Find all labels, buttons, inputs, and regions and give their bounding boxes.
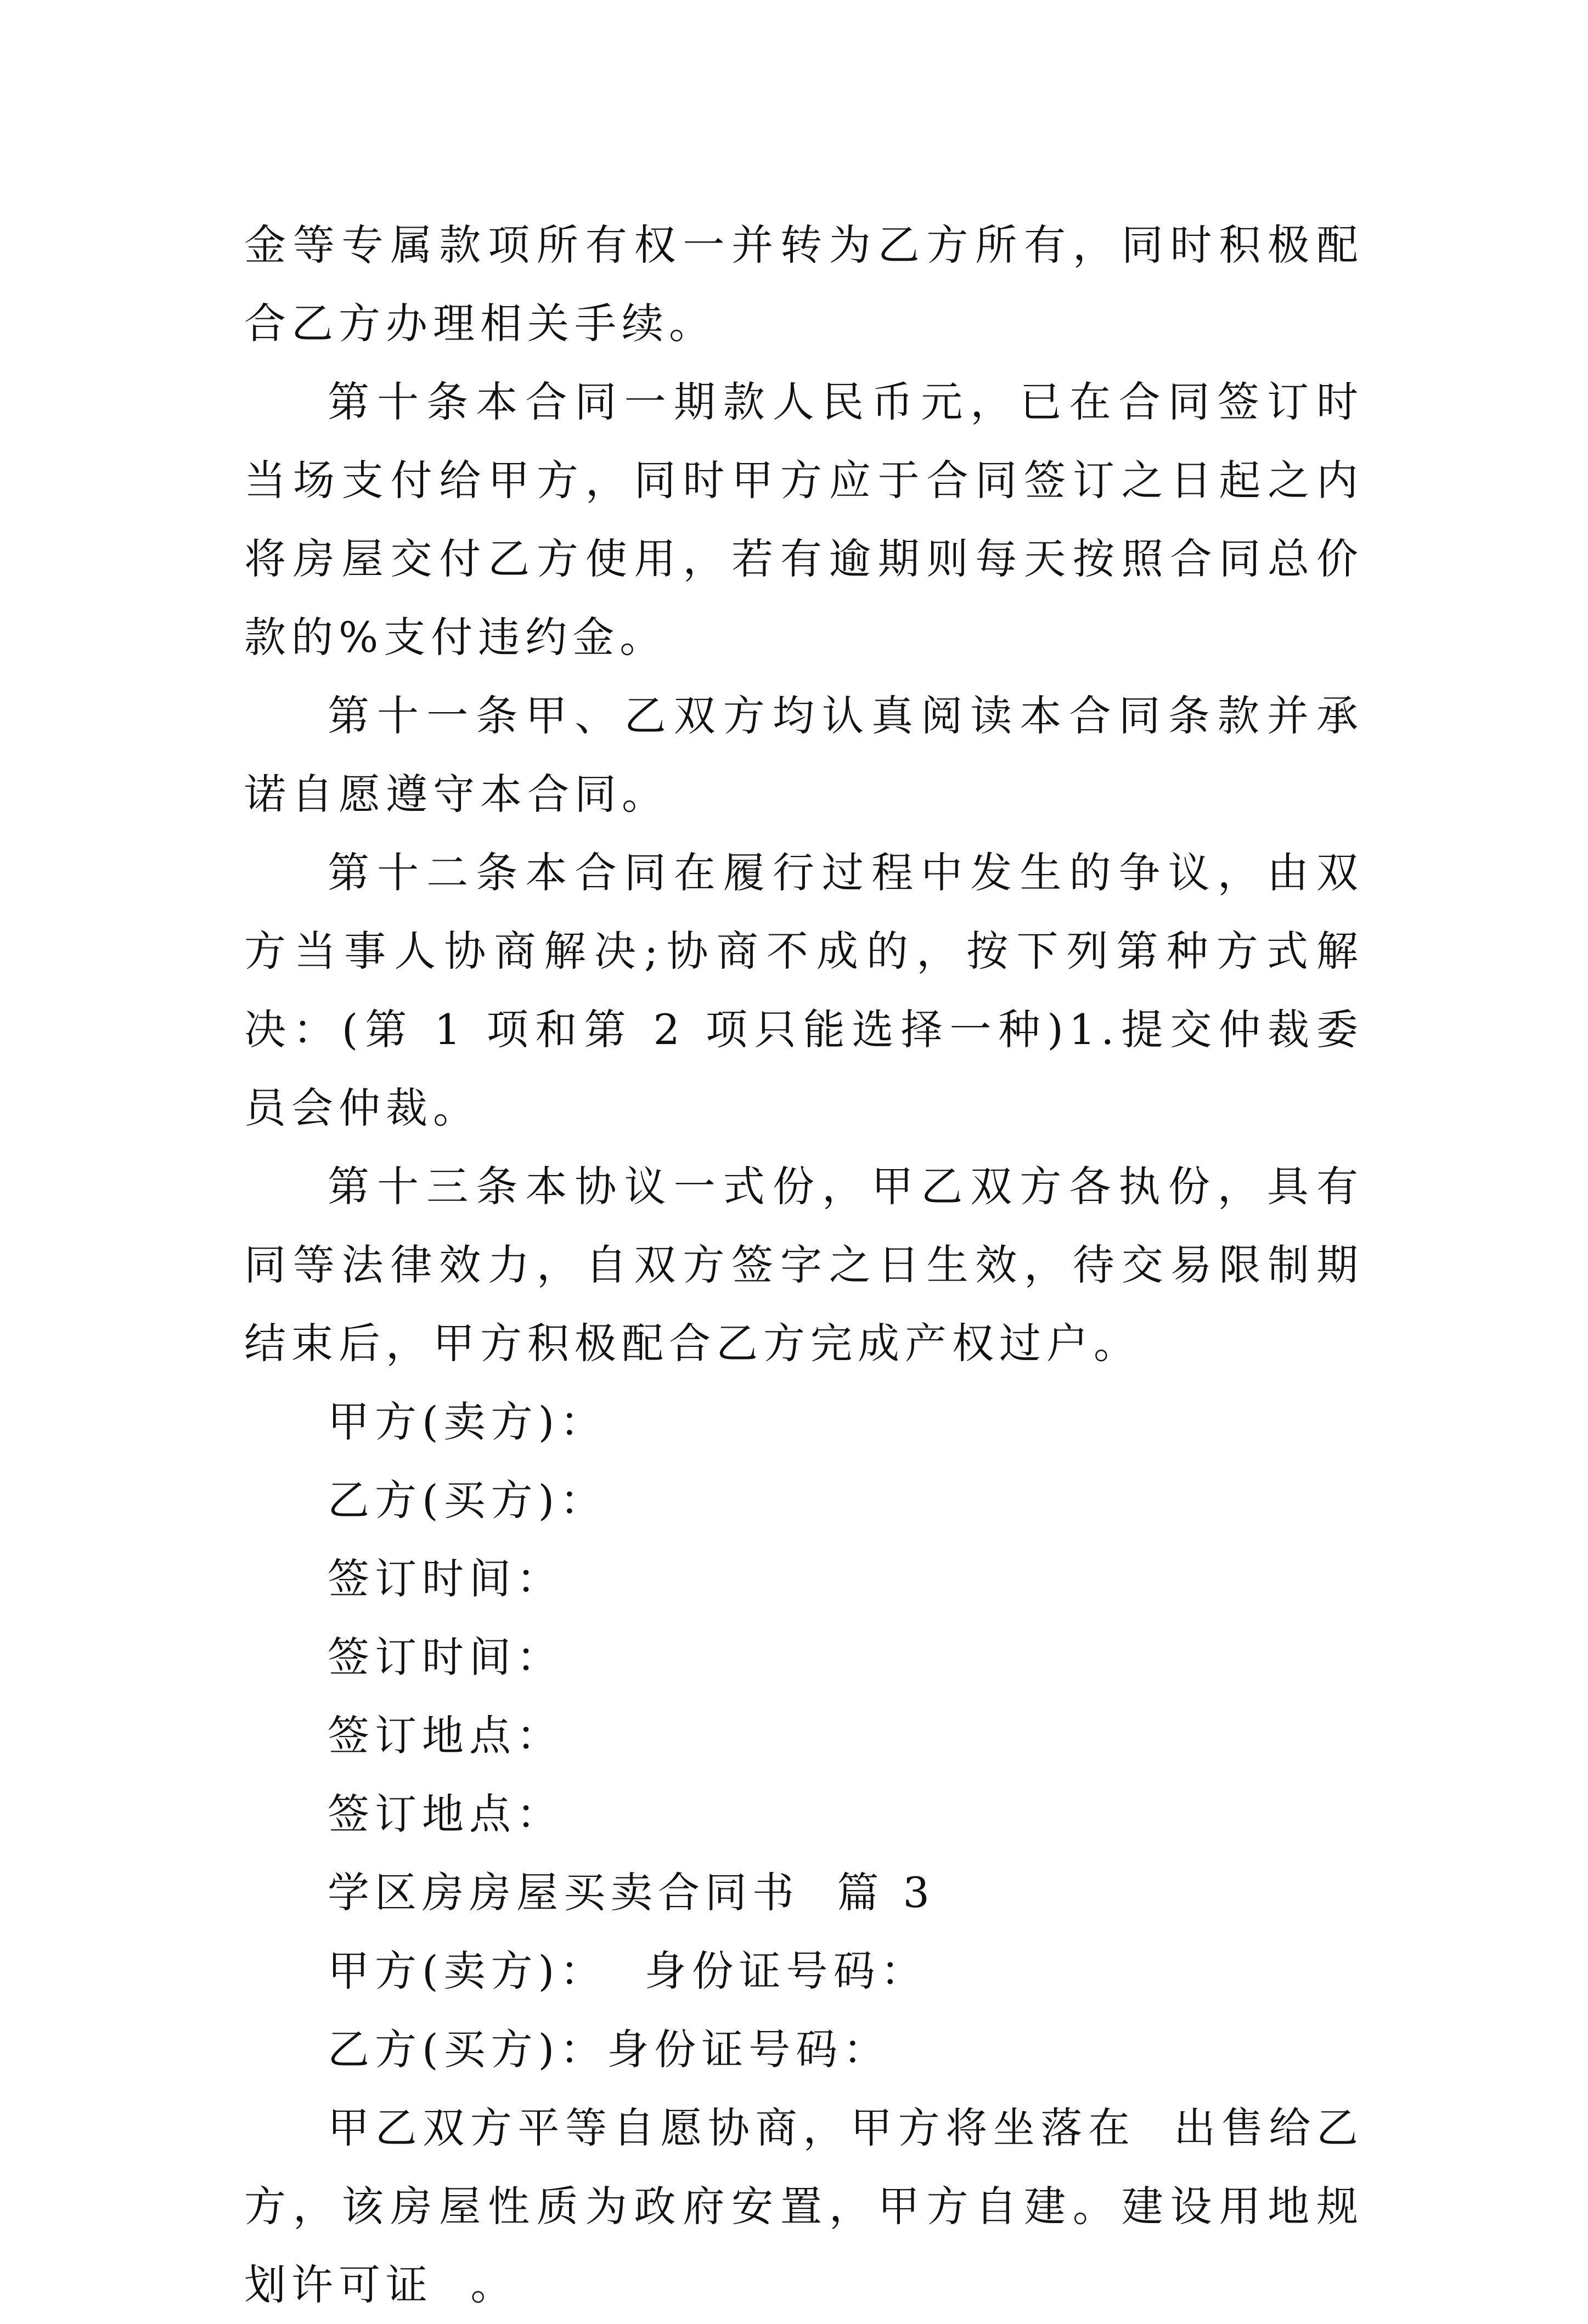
paragraph-article-11: 第十一条甲、乙双方均认真阅读本合同条款并承诺自愿遵守本合同。 [244,691,1364,819]
signature-place-second: 签订地点： [328,1790,564,1838]
paragraph-article-13: 第十三条本协议一式份，甲乙双方各执份，具有同等法律效力，自双方签字之日生效，待交易限制期结束后，甲方积极配合乙方完成产权过户。 [244,1162,1364,1368]
signature-party-a: 甲方(卖方)： [328,1397,607,1446]
section-title: 学区房房屋买卖合同书 篇 3 [328,1868,935,1917]
paragraph-article-10: 第十条本合同一期款人民币元，已在合同签订时当场支付给甲方，同时甲方应于合同签订之日起之内将房屋交付乙方使用，若有逾期则每天按照合同总价款的%支付违约金。 [244,377,1364,662]
paragraph-article-12: 第十二条本合同在履行过程中发生的争议，由双方当事人协商解决;协商不成的，按下列第种方式解决：(第 1 项和第 2 项只能选择一种)1.提交仲裁委员会仲裁。 [244,848,1364,1132]
paragraph-sale-agreement: 甲乙双方平等自愿协商，甲方将坐落在 出售给乙方，该房屋性质为政府安置，甲方自建。建设用地规划许可证 。 [244,2103,1364,2309]
signature-place: 签订地点： [328,1711,564,1760]
signature-date: 签订时间： [328,1554,564,1603]
paragraph-continuation: 金等专属款项所有权一并转为乙方所有，同时积极配合乙方办理相关手续。 [244,221,1364,348]
signature-party-b: 乙方(买方)： [328,1476,607,1525]
signature-date-second: 签订时间： [328,1633,564,1682]
party-a-id-line: 甲方(卖方)： 身份证号码： [328,1947,928,1995]
document-body [244,206,1364,2324]
party-b-id-line: 乙方(买方)：身份证号码： [328,2025,891,2074]
